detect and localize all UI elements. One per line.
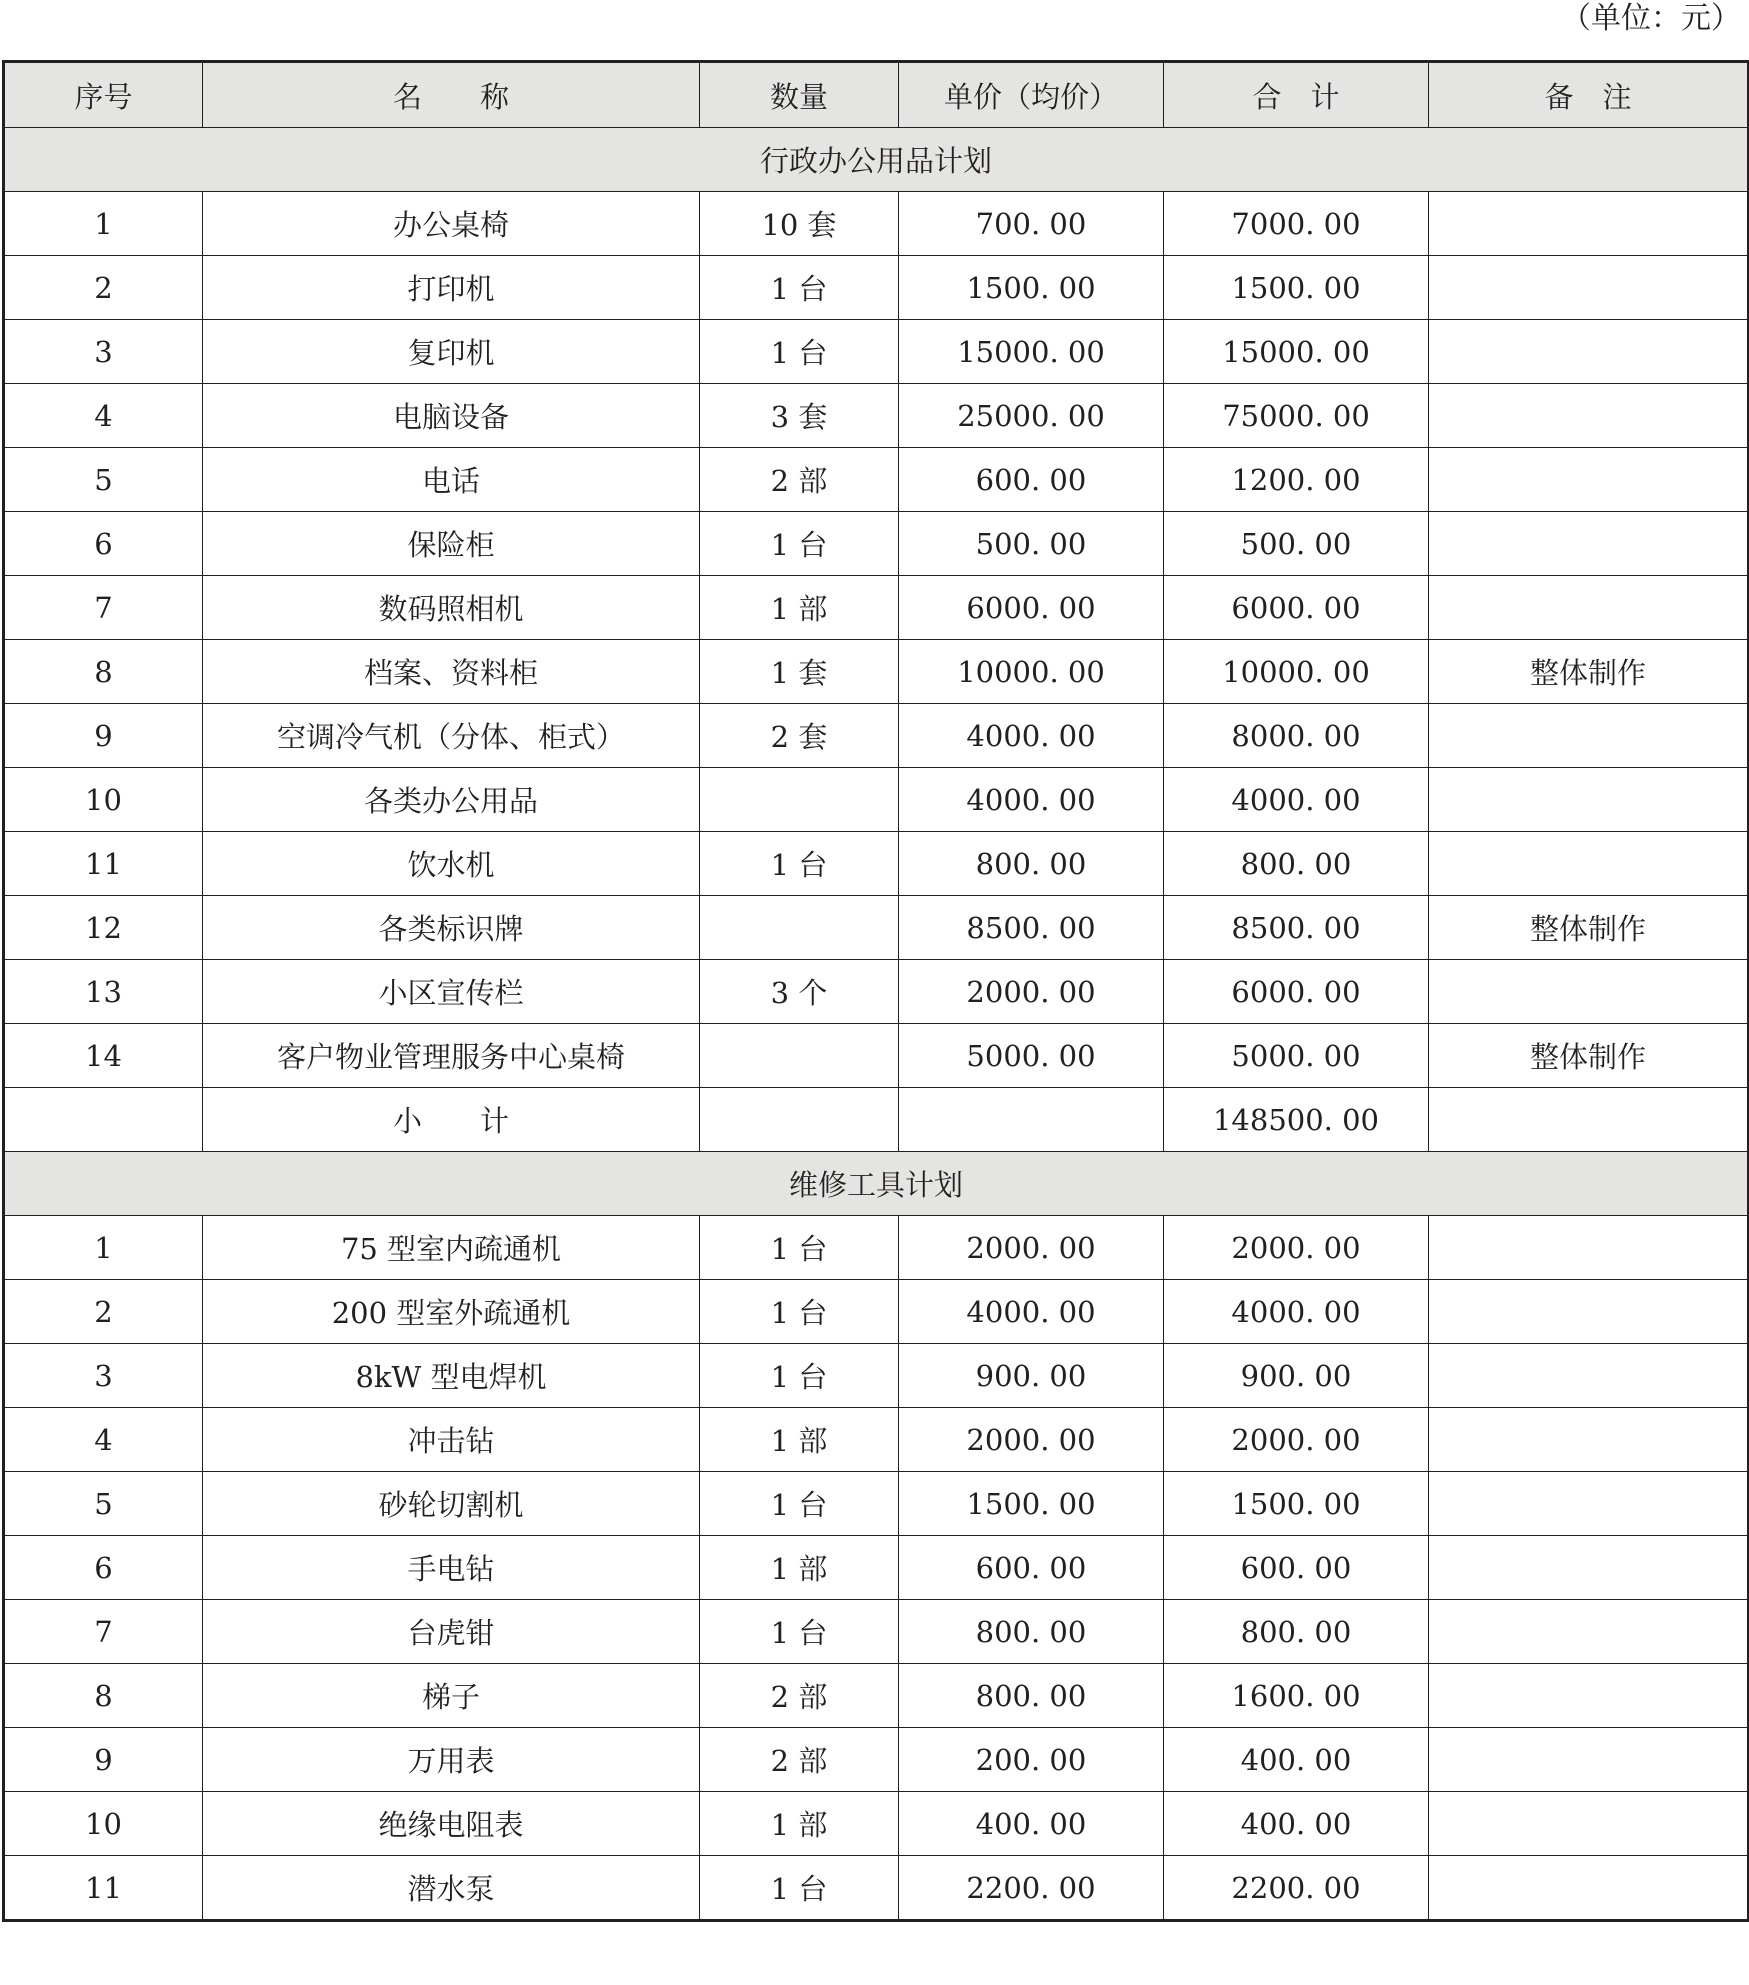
cell-total: 2000. 00 — [1164, 1408, 1429, 1472]
cell-total: 600. 00 — [1164, 1536, 1429, 1600]
cell-total: 1600. 00 — [1164, 1664, 1429, 1728]
cell-total: 4000. 00 — [1164, 1280, 1429, 1344]
cell-quantity: 10 套 — [700, 192, 899, 256]
cell-unit-price: 4000. 00 — [899, 1280, 1164, 1344]
cell-index: 2 — [4, 256, 203, 320]
cell-index: 8 — [4, 640, 203, 704]
cell-index: 6 — [4, 512, 203, 576]
cell-total: 10000. 00 — [1164, 640, 1429, 704]
cell-name: 各类办公用品 — [203, 768, 700, 832]
cell-remark — [1429, 832, 1749, 896]
cell-quantity: 1 部 — [700, 1792, 899, 1856]
table-row — [4, 320, 1749, 384]
cell-name: 空调冷气机（分体、柜式） — [203, 704, 700, 768]
cell-total: 400. 00 — [1164, 1728, 1429, 1792]
table-row — [4, 384, 1749, 448]
unit-note: （单位：元） — [1561, 1, 1741, 36]
cell-unit-price: 800. 00 — [899, 1664, 1164, 1728]
cell-name: 各类标识牌 — [203, 896, 700, 960]
cell-index — [4, 1088, 203, 1152]
cell-total: 1500. 00 — [1164, 256, 1429, 320]
cell-quantity: 1 台 — [700, 512, 899, 576]
table-row — [4, 1664, 1749, 1728]
cell-remark: 整体制作 — [1429, 896, 1749, 960]
cell-quantity: 1 部 — [700, 1408, 899, 1472]
cell-index: 8 — [4, 1664, 203, 1728]
cell-unit-price: 6000. 00 — [899, 576, 1164, 640]
cell-unit-price: 25000. 00 — [899, 384, 1164, 448]
cell-remark — [1429, 768, 1749, 832]
table-row — [4, 192, 1749, 256]
cell-total: 2000. 00 — [1164, 1216, 1429, 1280]
cell-total: 148500. 00 — [1164, 1088, 1429, 1152]
cell-remark — [1429, 1216, 1749, 1280]
cell-name: 200 型室外疏通机 — [203, 1280, 700, 1344]
cell-name: 冲击钻 — [203, 1408, 700, 1472]
cell-quantity: 1 部 — [700, 576, 899, 640]
cell-quantity: 1 台 — [700, 1600, 899, 1664]
cell-remark — [1429, 1408, 1749, 1472]
cell-remark — [1429, 1664, 1749, 1728]
cell-name: 电脑设备 — [203, 384, 700, 448]
purchase-plan-table — [2, 60, 1749, 1922]
cell-name: 保险柜 — [203, 512, 700, 576]
cell-unit-price: 400. 00 — [899, 1792, 1164, 1856]
cell-unit-price: 600. 00 — [899, 448, 1164, 512]
cell-index: 1 — [4, 1216, 203, 1280]
cell-index: 3 — [4, 1344, 203, 1408]
cell-unit-price: 10000. 00 — [899, 640, 1164, 704]
cell-total: 5000. 00 — [1164, 1024, 1429, 1088]
cell-remark — [1429, 1792, 1749, 1856]
cell-total: 2200. 00 — [1164, 1856, 1429, 1921]
cell-name: 数码照相机 — [203, 576, 700, 640]
cell-total: 4000. 00 — [1164, 768, 1429, 832]
cell-index: 13 — [4, 960, 203, 1024]
table-row — [4, 832, 1749, 896]
cell-quantity: 1 台 — [700, 256, 899, 320]
table-row — [4, 960, 1749, 1024]
cell-quantity: 3 套 — [700, 384, 899, 448]
cell-remark — [1429, 1344, 1749, 1408]
cell-name: 打印机 — [203, 256, 700, 320]
cell-unit-price: 2000. 00 — [899, 960, 1164, 1024]
header-unit-price: 单价（均价） — [899, 62, 1164, 128]
cell-quantity: 2 部 — [700, 1728, 899, 1792]
cell-index: 5 — [4, 448, 203, 512]
cell-total: 75000. 00 — [1164, 384, 1429, 448]
cell-remark — [1429, 1728, 1749, 1792]
cell-name: 8kW 型电焊机 — [203, 1344, 700, 1408]
cell-quantity: 1 台 — [700, 1856, 899, 1921]
header-quantity: 数量 — [700, 62, 899, 128]
cell-remark — [1429, 256, 1749, 320]
header-row — [4, 62, 1749, 128]
cell-remark — [1429, 192, 1749, 256]
cell-unit-price: 700. 00 — [899, 192, 1164, 256]
cell-unit-price: 1500. 00 — [899, 1472, 1164, 1536]
cell-unit-price: 4000. 00 — [899, 768, 1164, 832]
table-row — [4, 1344, 1749, 1408]
table-row — [4, 1408, 1749, 1472]
section-header-row — [4, 128, 1749, 192]
cell-quantity — [700, 768, 899, 832]
cell-unit-price: 8500. 00 — [899, 896, 1164, 960]
cell-index: 5 — [4, 1472, 203, 1536]
cell-remark — [1429, 576, 1749, 640]
cell-remark — [1429, 704, 1749, 768]
cell-index: 4 — [4, 1408, 203, 1472]
cell-unit-price: 1500. 00 — [899, 256, 1164, 320]
cell-quantity — [700, 896, 899, 960]
cell-index: 11 — [4, 832, 203, 896]
cell-total: 6000. 00 — [1164, 960, 1429, 1024]
cell-remark — [1429, 1536, 1749, 1600]
cell-total: 6000. 00 — [1164, 576, 1429, 640]
cell-quantity: 2 部 — [700, 1664, 899, 1728]
cell-quantity: 2 套 — [700, 704, 899, 768]
cell-name: 万用表 — [203, 1728, 700, 1792]
cell-index: 14 — [4, 1024, 203, 1088]
cell-remark — [1429, 960, 1749, 1024]
cell-quantity: 1 台 — [700, 1216, 899, 1280]
cell-index: 10 — [4, 1792, 203, 1856]
cell-unit-price — [899, 1088, 1164, 1152]
table-row — [4, 1728, 1749, 1792]
table-row — [4, 1536, 1749, 1600]
cell-total: 1200. 00 — [1164, 448, 1429, 512]
cell-unit-price: 2000. 00 — [899, 1408, 1164, 1472]
header-index: 序号 — [4, 62, 203, 128]
cell-remark — [1429, 1088, 1749, 1152]
cell-unit-price: 5000. 00 — [899, 1024, 1164, 1088]
table-row — [4, 768, 1749, 832]
cell-total: 8500. 00 — [1164, 896, 1429, 960]
cell-remark — [1429, 512, 1749, 576]
cell-quantity: 1 套 — [700, 640, 899, 704]
cell-index: 9 — [4, 1728, 203, 1792]
cell-name: 潜水泵 — [203, 1856, 700, 1921]
cell-remark — [1429, 384, 1749, 448]
cell-index: 12 — [4, 896, 203, 960]
cell-name: 手电钻 — [203, 1536, 700, 1600]
table-row — [4, 1280, 1749, 1344]
table-row — [4, 1792, 1749, 1856]
cell-index: 6 — [4, 1536, 203, 1600]
cell-quantity: 2 部 — [700, 448, 899, 512]
table-row — [4, 576, 1749, 640]
cell-total: 800. 00 — [1164, 832, 1429, 896]
table-row — [4, 448, 1749, 512]
cell-index: 9 — [4, 704, 203, 768]
cell-unit-price: 4000. 00 — [899, 704, 1164, 768]
cell-name: 档案、资料柜 — [203, 640, 700, 704]
cell-total: 500. 00 — [1164, 512, 1429, 576]
cell-name: 台虎钳 — [203, 1600, 700, 1664]
cell-quantity: 1 台 — [700, 1472, 899, 1536]
table-row — [4, 256, 1749, 320]
cell-quantity: 3 个 — [700, 960, 899, 1024]
cell-name: 小 计 — [203, 1088, 700, 1152]
cell-name: 办公桌椅 — [203, 192, 700, 256]
cell-quantity: 1 台 — [700, 1344, 899, 1408]
table-row — [4, 1216, 1749, 1280]
cell-total: 900. 00 — [1164, 1344, 1429, 1408]
cell-total: 400. 00 — [1164, 1792, 1429, 1856]
cell-name: 饮水机 — [203, 832, 700, 896]
cell-unit-price: 800. 00 — [899, 832, 1164, 896]
cell-remark — [1429, 1472, 1749, 1536]
cell-quantity — [700, 1024, 899, 1088]
cell-remark — [1429, 1280, 1749, 1344]
cell-total: 8000. 00 — [1164, 704, 1429, 768]
cell-index: 1 — [4, 192, 203, 256]
cell-remark: 整体制作 — [1429, 1024, 1749, 1088]
cell-name: 75 型室内疏通机 — [203, 1216, 700, 1280]
section-title: 行政办公用品计划 — [4, 128, 1749, 192]
cell-total: 7000. 00 — [1164, 192, 1429, 256]
cell-quantity: 1 台 — [700, 832, 899, 896]
cell-unit-price: 15000. 00 — [899, 320, 1164, 384]
cell-index: 7 — [4, 1600, 203, 1664]
cell-unit-price: 2000. 00 — [899, 1216, 1164, 1280]
table-row — [4, 640, 1749, 704]
cell-index: 7 — [4, 576, 203, 640]
cell-unit-price: 900. 00 — [899, 1344, 1164, 1408]
cell-remark — [1429, 1600, 1749, 1664]
cell-quantity: 1 台 — [700, 320, 899, 384]
cell-name: 梯子 — [203, 1664, 700, 1728]
header-name: 名 称 — [203, 62, 700, 128]
header-remark: 备 注 — [1429, 62, 1749, 128]
cell-remark: 整体制作 — [1429, 640, 1749, 704]
cell-name: 电话 — [203, 448, 700, 512]
table-row — [4, 896, 1749, 960]
table-row — [4, 704, 1749, 768]
cell-name: 复印机 — [203, 320, 700, 384]
section-header-row — [4, 1152, 1749, 1216]
cell-quantity: 1 部 — [700, 1536, 899, 1600]
table-body — [4, 128, 1749, 1921]
table-row — [4, 1600, 1749, 1664]
cell-name: 客户物业管理服务中心桌椅 — [203, 1024, 700, 1088]
cell-index: 4 — [4, 384, 203, 448]
cell-index: 2 — [4, 1280, 203, 1344]
cell-quantity: 1 台 — [700, 1280, 899, 1344]
table-row — [4, 512, 1749, 576]
cell-remark — [1429, 448, 1749, 512]
cell-name: 砂轮切割机 — [203, 1472, 700, 1536]
cell-remark — [1429, 1856, 1749, 1921]
table-row — [4, 1024, 1749, 1088]
cell-unit-price: 500. 00 — [899, 512, 1164, 576]
cell-index: 11 — [4, 1856, 203, 1921]
header-total: 合 计 — [1164, 62, 1429, 128]
cell-unit-price: 2200. 00 — [899, 1856, 1164, 1921]
cell-remark — [1429, 320, 1749, 384]
cell-index: 10 — [4, 768, 203, 832]
table-row — [4, 1088, 1749, 1152]
cell-unit-price: 800. 00 — [899, 1600, 1164, 1664]
section-title: 维修工具计划 — [4, 1152, 1749, 1216]
cell-name: 小区宣传栏 — [203, 960, 700, 1024]
cell-unit-price: 600. 00 — [899, 1536, 1164, 1600]
cell-total: 800. 00 — [1164, 1600, 1429, 1664]
cell-unit-price: 200. 00 — [899, 1728, 1164, 1792]
cell-quantity — [700, 1088, 899, 1152]
table-row — [4, 1472, 1749, 1536]
table-header — [4, 62, 1749, 128]
cell-total: 1500. 00 — [1164, 1472, 1429, 1536]
cell-total: 15000. 00 — [1164, 320, 1429, 384]
cell-name: 绝缘电阻表 — [203, 1792, 700, 1856]
table-row — [4, 1856, 1749, 1921]
cell-index: 3 — [4, 320, 203, 384]
